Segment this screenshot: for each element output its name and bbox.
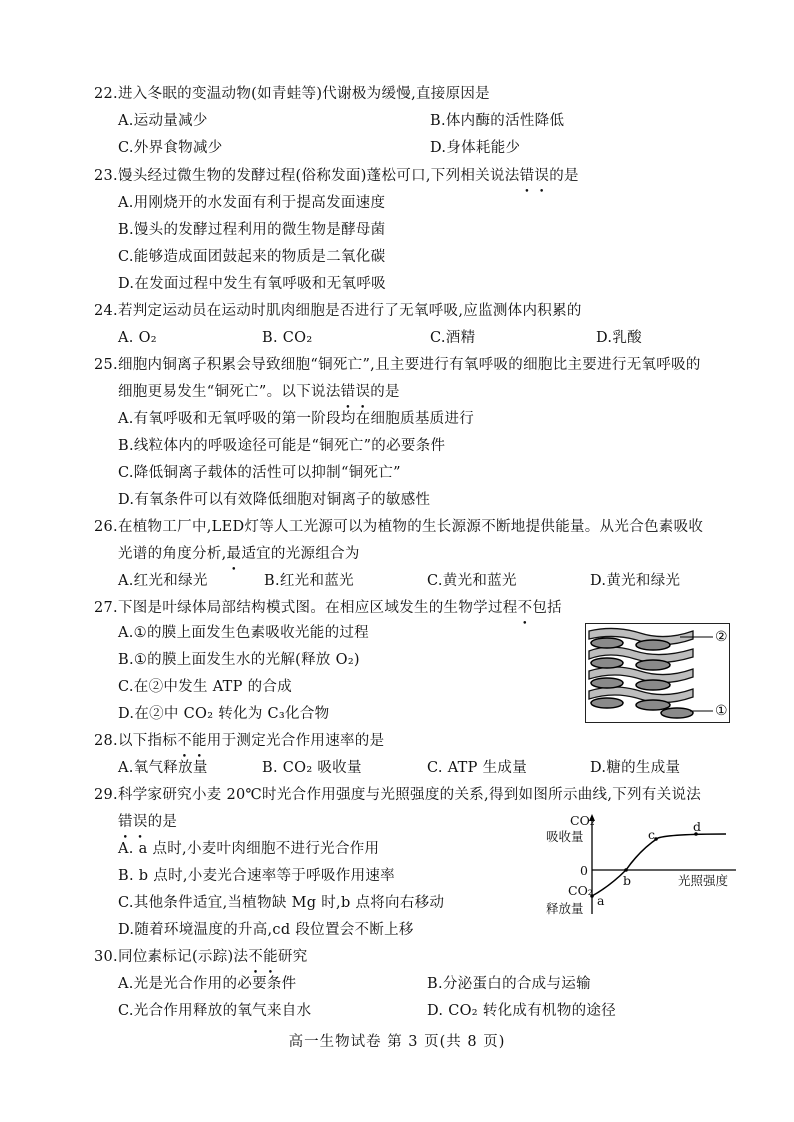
question-30-stem xyxy=(94,947,308,967)
origin-label: 0 xyxy=(580,863,588,878)
q30-emphasis-2: 能 xyxy=(263,949,278,965)
q30-stem-end: 研究 xyxy=(277,949,308,965)
q22-option-c: C.外界食物减少 xyxy=(118,140,223,156)
page-footer: 高一生物试卷 第 3 页(共 8 页) xyxy=(288,1034,506,1050)
y-label-release: 释放量 xyxy=(546,901,584,916)
q28-option-a: A.氧气释放量 xyxy=(118,760,208,776)
q22-option-b: B.体内酶的活性降低 xyxy=(430,113,565,129)
q25-option-c: C.降低铜离子载体的活性可以抑制“铜死亡” xyxy=(118,465,401,481)
q30-option-c: C.光合作用释放的氧气来自水 xyxy=(118,1003,312,1019)
q23-stem-end: 的是 xyxy=(549,168,579,184)
q30-option-d: D. CO₂ 转化成有机物的途径 xyxy=(427,1003,617,1019)
q26-option-b: B.红光和蓝光 xyxy=(264,573,354,589)
photosynthesis-light-curve xyxy=(540,812,740,922)
q28-option-b: B. CO₂ 吸收量 xyxy=(262,760,362,776)
q23-option-b: B.馒头的发酵过程利用的微生物是酵母菌 xyxy=(118,222,386,238)
point-d-label: d xyxy=(693,819,702,834)
q29-option-a: A. a 点时,小麦叶肉细胞不进行光合作用 xyxy=(118,841,380,857)
q25-emphasis-1: 错 xyxy=(340,384,356,400)
point-a-label: a xyxy=(597,893,605,908)
q26-option-d: D.黄光和绿光 xyxy=(590,573,681,589)
chloroplast-structure-figure xyxy=(585,623,730,723)
q26-stem-text: 光谱的角度分析, xyxy=(118,546,227,562)
q22-option-d: D.身体耗能少 xyxy=(430,140,521,156)
question-29-stem-line2 xyxy=(118,812,177,832)
y-label-absorb: 吸收量 xyxy=(546,829,584,844)
q23-option-a: A.用刚烧开的水发面有利于提高发面速度 xyxy=(118,195,386,211)
question-25-stem-line2 xyxy=(118,382,400,402)
q23-emphasis-1: 错 xyxy=(519,168,535,184)
q30-option-a: A.光是光合作用的必要条件 xyxy=(118,976,297,992)
q24-option-a: A. O₂ xyxy=(118,330,157,346)
label-circle-2: ② xyxy=(715,629,728,645)
q23-option-d: D.在发面过程中发生有氧呼吸和无氧呼吸 xyxy=(118,276,386,292)
q30-emphasis-1: 不 xyxy=(248,949,264,965)
q27-option-b: B.①的膜上面发生水的光解(释放 O₂) xyxy=(118,652,360,668)
q25-emphasis-2: 误 xyxy=(355,384,371,400)
q26-stem-end: 适宜的光源组合为 xyxy=(241,546,360,562)
q25-option-d: D.有氧条件可以有效降低细胞对铜离子的敏感性 xyxy=(118,492,431,508)
q27-stem-text: 27.下图是叶绿体局部结构模式图。在相应区域发生的生物学过程 xyxy=(94,600,518,616)
x-axis-label: 光照强度 xyxy=(678,873,729,888)
q26-option-a: A.红光和绿光 xyxy=(118,573,208,589)
y-label-co2-top: CO₂ xyxy=(570,813,595,828)
q29-emphasis-2: 误 xyxy=(132,814,148,830)
q28-option-c: C. ATP 生成量 xyxy=(427,760,528,776)
q28-option-d: D.糖的生成量 xyxy=(590,760,681,776)
label-circle-1: ① xyxy=(715,703,728,719)
question-27-stem xyxy=(94,598,562,618)
q25-option-b: B.线粒体内的呼吸途径可能是“铜死亡”的必要条件 xyxy=(118,438,446,454)
q23-stem-text: 23.馒头经过微生物的发酵过程(俗称发面)蓬松可口,下列相关说法 xyxy=(94,168,520,184)
q26-emphasis-1: 最 xyxy=(226,546,242,562)
q27-emphasis-1: 不 xyxy=(517,600,533,616)
q28-stem-end: 用于测定光合作用速率的是 xyxy=(206,733,385,749)
question-22-stem: 22.进入冬眠的变温动物(如青蛙等)代谢极为缓慢,直接原因是 xyxy=(94,86,490,102)
q29-stem-end: 的是 xyxy=(147,814,178,830)
q26-option-c: C.黄光和蓝光 xyxy=(427,573,517,589)
question-28-stem xyxy=(94,731,384,751)
q25-stem-end: 的是 xyxy=(370,384,400,400)
q27-option-a: A.①的膜上面发生色素吸收光能的过程 xyxy=(118,625,369,641)
q28-emphasis-2: 能 xyxy=(191,733,207,749)
q30-stem-text: 30.同位素标记(示踪)法 xyxy=(94,949,249,965)
q29-option-c: C.其他条件适宜,当植物缺 Mg 时,b 点将向右移动 xyxy=(118,895,445,911)
question-23-stem xyxy=(94,166,579,186)
question-26-stem-line1: 26.在植物工厂中,LED灯等人工光源可以为植物的生长源源不断地提供能量。从光合色素吸收 xyxy=(94,519,704,535)
q23-option-c: C.能够造成面团鼓起来的物质是二氧化碳 xyxy=(118,249,386,265)
q28-emphasis-1: 不 xyxy=(177,733,192,749)
q27-stem-end: 包括 xyxy=(532,600,562,616)
question-29-stem-line1: 29.科学家研究小麦 20℃时光合作用强度与光照强度的关系,得到如图所示曲线,下列有关说法 xyxy=(94,787,702,803)
point-c-label: c xyxy=(648,827,656,842)
q28-stem-text: 28.以下指标 xyxy=(94,733,178,749)
q24-option-c: C.酒精 xyxy=(430,330,476,346)
question-26-stem-line2 xyxy=(118,544,360,564)
q23-emphasis-2: 误 xyxy=(534,168,550,184)
chloroplast-illustration xyxy=(585,623,730,723)
q22-option-a: A.运动量减少 xyxy=(118,113,208,129)
q25-stem-text: 细胞更易发生“铜死亡”。以下说法 xyxy=(118,384,341,400)
point-b-label: b xyxy=(623,873,632,888)
q27-option-c: C.在②中发生 ATP 的合成 xyxy=(118,679,293,695)
q24-option-d: D.乳酸 xyxy=(596,330,642,346)
y-label-co2-bottom: CO₂ xyxy=(568,883,593,898)
q27-option-d: D.在②中 CO₂ 转化为 C₃化合物 xyxy=(118,706,330,722)
q29-emphasis-1: 错 xyxy=(118,814,133,830)
q29-option-b: B. b 点时,小麦光合速率等于呼吸作用速率 xyxy=(118,868,395,884)
question-24-stem: 24.若判定运动员在运动时肌肉细胞是否进行了无氧呼吸,应监测体内积累的 xyxy=(94,303,582,319)
q30-option-b: B.分泌蛋白的合成与运输 xyxy=(427,976,591,992)
q25-option-a: A.有氧呼吸和无氧呼吸的第一阶段均在细胞质基质进行 xyxy=(118,411,475,427)
q29-option-d: D.随着环境温度的升高,cd 段位置会不断上移 xyxy=(118,922,414,938)
q24-option-b: B. CO₂ xyxy=(262,330,313,346)
question-25-stem-line1: 25.细胞内铜离子积累会导致细胞“铜死亡”,且主要进行有氧呼吸的细胞比主要进行无氧呼吸的 xyxy=(94,357,701,373)
